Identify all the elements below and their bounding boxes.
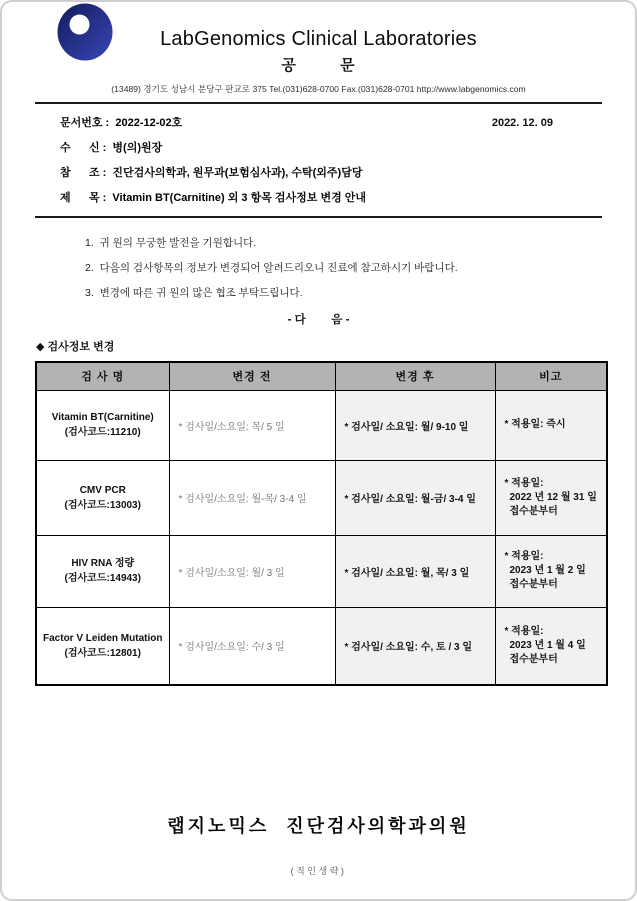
test-name: HIV RNA 정량	[71, 558, 135, 569]
note-line: * 적용일:	[504, 477, 544, 489]
letterhead	[35, 2, 602, 104]
seal-omitted-note: (직인생략)	[290, 866, 347, 876]
subject-label: 제 목 :	[60, 192, 113, 204]
section-title: ◆ 검사정보 변경	[36, 341, 115, 353]
note-cell	[495, 535, 607, 607]
document-footer	[2, 812, 635, 877]
recipient-label: 수 신 :	[60, 142, 113, 154]
test-code: (검사코드:11210)	[64, 427, 141, 438]
reference-row	[60, 161, 602, 186]
after-change-cell: * 검사일/ 소요일: 월, 목/ 3 일	[335, 535, 495, 607]
labgenomics-logo-icon	[57, 3, 113, 61]
test-name-cell	[36, 390, 169, 460]
body-paragraphs	[35, 218, 602, 306]
note-line: 접수분부터	[509, 505, 558, 517]
subject-row	[60, 186, 602, 211]
reference-label: 참 조 :	[60, 167, 113, 179]
note-line: * 적용일:	[504, 625, 544, 637]
table-row	[36, 390, 607, 460]
note-line: * 적용일:	[504, 551, 544, 562]
note-line: 2023 년 1 월 2 일	[509, 565, 586, 576]
doc-number-value: 2022-12-02호	[115, 117, 183, 129]
document-date: 2022. 12. 09	[491, 117, 553, 129]
note-cell	[495, 390, 607, 460]
table-row	[36, 460, 607, 535]
before-change-cell: * 검사일/소요일: 목/ 5 일	[169, 390, 335, 460]
note-line: 접수분부터	[509, 579, 558, 590]
col-header-before: 변경 전	[169, 362, 335, 390]
table-header-row	[36, 362, 607, 390]
note-line: 2022 년 12 월 31 일	[509, 491, 597, 503]
table-row	[36, 607, 607, 685]
doc-number-label: 문서번호 :	[60, 117, 116, 129]
note-line: 접수분부터	[509, 653, 558, 665]
table-row	[36, 535, 607, 607]
test-name: Vitamin BT(Carnitine)	[51, 412, 154, 423]
test-name: Factor V Leiden Mutation	[43, 632, 163, 644]
company-title: LabGenomics Clinical Laboratories	[160, 28, 477, 50]
col-header-after: 변경 후	[335, 362, 495, 390]
note-cell	[495, 607, 607, 685]
col-header-test-name: 검 사 명	[36, 362, 169, 390]
body-item: 2. 다음의 검사항목의 정보가 변경되어 알려드리오니 진료에 참고하시기 바랍니다.	[85, 262, 458, 274]
daum-separator: - 다 음 -	[287, 314, 350, 326]
test-name: CMV PCR	[79, 484, 126, 496]
before-change-cell: * 검사일/소요일: 수/ 3 일	[169, 607, 335, 685]
before-change-cell: * 검사일/소요일: 월-목/ 3-4 일	[169, 460, 335, 535]
after-change-cell: * 검사일/ 소요일: 월-금/ 3-4 일	[335, 460, 495, 535]
after-change-cell: * 검사일/ 소요일: 월/ 9-10 일	[335, 390, 495, 460]
before-change-cell: * 검사일/소요일: 월/ 3 일	[169, 535, 335, 607]
body-item: 3. 변경에 따른 귀 원의 많은 협조 부탁드립니다.	[85, 287, 303, 299]
note-cell	[495, 460, 607, 535]
test-name-cell	[36, 535, 169, 607]
document-type-title: 공 문	[281, 57, 356, 74]
test-name-cell	[36, 607, 169, 685]
test-name-cell	[36, 460, 169, 535]
test-change-table	[35, 361, 608, 686]
table-body	[36, 390, 607, 685]
signing-organization: 랩지노믹스 진단검사의학과의원	[167, 816, 470, 836]
note-line: 2023 년 1 월 4 일	[509, 639, 586, 651]
test-code: (검사코드:13003)	[64, 499, 141, 511]
company-address: (13489) 경기도 성남시 분당구 판교로 375 Tel.(031)628-0700 Fax.(031)628-0701 http://www.labgenomics.com	[35, 83, 602, 104]
recipient-row	[60, 136, 602, 161]
note-line: * 적용일: 즉시	[504, 419, 566, 430]
after-change-cell: * 검사일/ 소요일: 수, 토 / 3 일	[335, 607, 495, 685]
recipient-value: 병(의)원장	[112, 142, 163, 154]
body-item: 1. 귀 원의 무궁한 발전을 기원합니다.	[85, 237, 257, 249]
subject-value: Vitamin BT(Carnitine) 외 3 항목 검사정보 변경 안내	[112, 192, 367, 204]
test-code: (검사코드:14943)	[64, 573, 141, 584]
test-code: (검사코드:12801)	[64, 647, 141, 659]
col-header-note: 비고	[495, 362, 607, 390]
reference-value: 진단검사의학과, 원무과(보험심사과), 수탁(외주)담당	[112, 167, 363, 179]
document-meta	[35, 104, 602, 218]
